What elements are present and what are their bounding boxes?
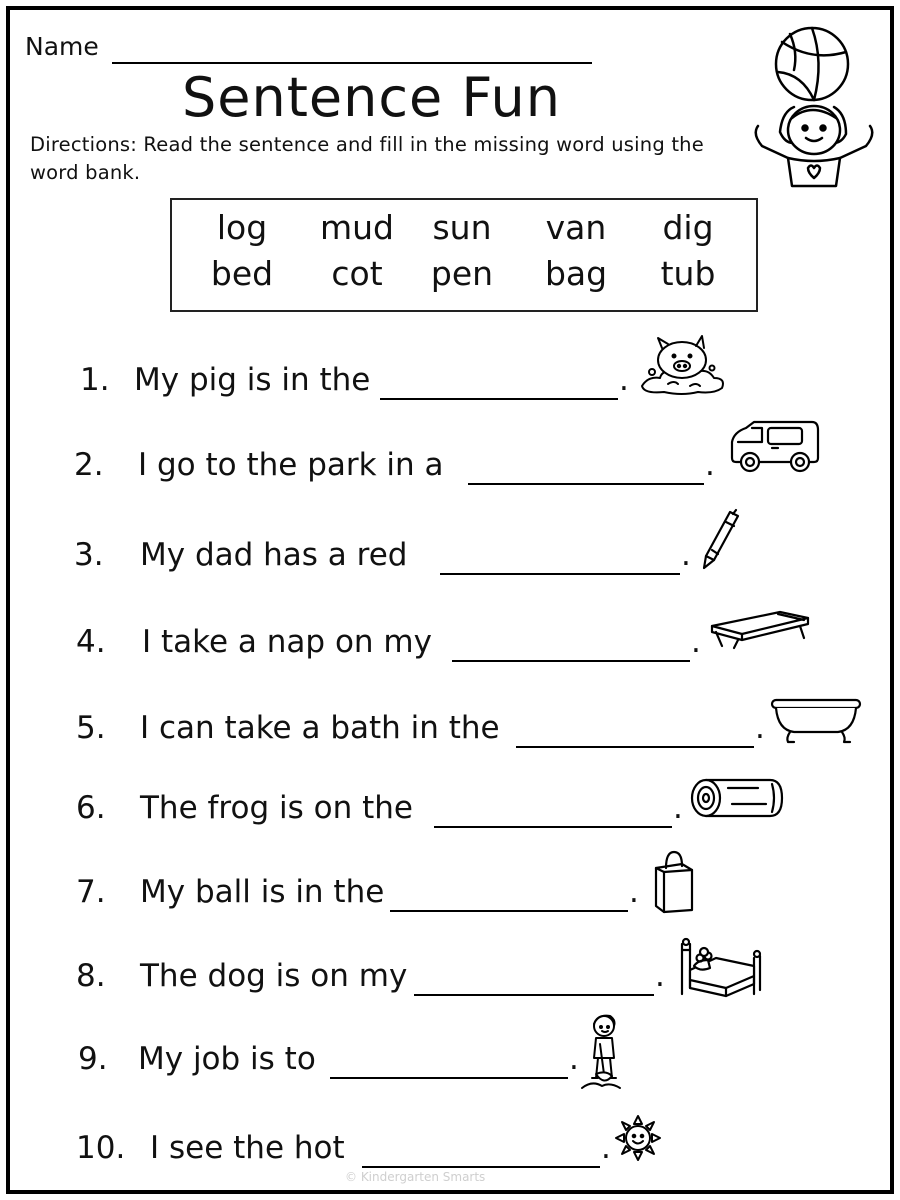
sentence-period: . bbox=[619, 362, 629, 398]
sentence-period: . bbox=[755, 710, 765, 746]
sentence-text: I can take a bath in the bbox=[140, 710, 500, 746]
word-bank-word: cot bbox=[331, 254, 383, 293]
word-bank-word: bed bbox=[210, 254, 274, 293]
sentence-text: My pig is in the bbox=[134, 362, 371, 398]
sun-icon bbox=[612, 1112, 664, 1164]
log-icon bbox=[688, 774, 786, 824]
sentence-period: . bbox=[673, 790, 683, 826]
sentence-number: 4. bbox=[76, 624, 106, 660]
word-bank-word: mud bbox=[319, 208, 394, 247]
sentence-text: The dog is on my bbox=[140, 958, 408, 994]
answer-blank[interactable] bbox=[434, 826, 672, 828]
bathtub-icon bbox=[770, 696, 862, 746]
cot-icon bbox=[708, 604, 812, 650]
sentence-row bbox=[0, 954, 900, 1014]
name-label: Name bbox=[25, 32, 99, 61]
answer-blank[interactable] bbox=[380, 398, 618, 400]
word-bank-word: tub bbox=[660, 254, 716, 293]
sentence-period: . bbox=[601, 1130, 611, 1166]
sentence-period: . bbox=[691, 624, 701, 660]
answer-blank[interactable] bbox=[468, 483, 704, 485]
name-field-line[interactable] bbox=[112, 62, 592, 64]
sentence-text: My ball is in the bbox=[140, 874, 385, 910]
pen-icon bbox=[700, 508, 742, 572]
word-bank-word: pen bbox=[430, 254, 494, 293]
sentence-number: 10. bbox=[76, 1130, 126, 1166]
sentence-period: . bbox=[655, 958, 665, 994]
answer-blank[interactable] bbox=[440, 573, 680, 575]
word-bank-word: sun bbox=[432, 208, 492, 247]
copyright-watermark: © Kindergarten Smarts bbox=[345, 1170, 486, 1184]
sentence-period: . bbox=[569, 1041, 579, 1077]
directions-text: Directions: Read the sentence and fill in the missing word using the word bank. bbox=[30, 133, 704, 184]
sentence-number: 6. bbox=[76, 790, 106, 826]
bed-icon bbox=[676, 936, 764, 998]
answer-blank[interactable] bbox=[330, 1077, 568, 1079]
sentence-number: 3. bbox=[74, 537, 104, 573]
page-title: Sentence Fun bbox=[182, 66, 561, 129]
word-bank-word: van bbox=[545, 208, 607, 247]
answer-blank[interactable] bbox=[390, 910, 628, 912]
sentence-period: . bbox=[629, 874, 639, 910]
pig-in-mud-icon bbox=[638, 332, 728, 398]
sentence-number: 7. bbox=[76, 874, 106, 910]
sentence-number: 1. bbox=[80, 362, 110, 398]
sentence-row bbox=[0, 870, 900, 930]
sentence-row bbox=[0, 533, 900, 593]
sentence-text: I go to the park in a bbox=[138, 447, 444, 483]
word-bank bbox=[170, 198, 758, 312]
word-bank-word: bag bbox=[544, 254, 608, 293]
sentence-row bbox=[0, 706, 900, 766]
sentence-period: . bbox=[705, 447, 715, 483]
answer-blank[interactable] bbox=[516, 746, 754, 748]
sentence-period: . bbox=[681, 537, 691, 573]
sentence-number: 8. bbox=[76, 958, 106, 994]
sentence-row bbox=[0, 1037, 900, 1097]
sentence-text: I take a nap on my bbox=[142, 624, 432, 660]
answer-blank[interactable] bbox=[362, 1166, 600, 1168]
sentence-number: 9. bbox=[78, 1041, 108, 1077]
van-icon bbox=[728, 418, 822, 476]
girl-with-beach-ball-icon bbox=[742, 22, 882, 192]
sentence-text: The frog is on the bbox=[140, 790, 413, 826]
sentence-number: 5. bbox=[76, 710, 106, 746]
sentence-text: My job is to bbox=[138, 1041, 316, 1077]
sentence-number: 2. bbox=[74, 447, 104, 483]
answer-blank[interactable] bbox=[414, 994, 654, 996]
word-bank-word: dig bbox=[662, 208, 714, 247]
answer-blank[interactable] bbox=[452, 660, 690, 662]
sentence-text: My dad has a red bbox=[140, 537, 408, 573]
boy-digging-icon bbox=[580, 1012, 628, 1092]
bag-icon bbox=[652, 848, 696, 914]
sentence-text: I see the hot bbox=[150, 1130, 345, 1166]
sentence-row bbox=[0, 358, 900, 418]
word-bank-word: log bbox=[216, 208, 268, 247]
